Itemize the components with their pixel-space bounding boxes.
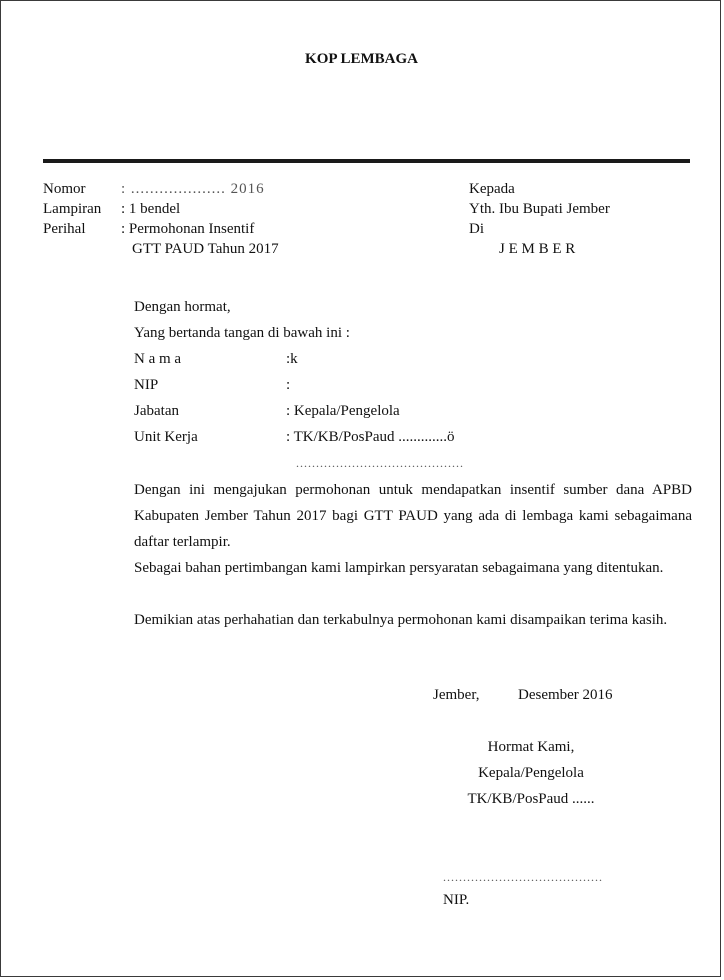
letterhead-rule: [43, 159, 690, 163]
paragraph-1: Dengan ini mengajukan permohonan untuk mendapatkan insentif sumber dana APBD Kabupaten Jember Tahun 2017 bagi GTT PAUD yang ada di lembaga kami sebagaimana daftar terlampir.: [134, 482, 692, 550]
perihal-value-1: : Permohonan Insentif: [121, 221, 255, 237]
paragraph-3: Demikian atas perhahatian dan terkabulnya permohonan kami disampaikan terima kasih.: [134, 612, 668, 628]
unit-kerja-extra-dots: ..........................................: [296, 456, 464, 470]
greeting: Dengan hormat,: [134, 299, 231, 315]
closing-position: Kepala/Pengelola: [478, 765, 584, 781]
closing-date: Desember 2016: [518, 687, 613, 703]
nomor-value: : .................... 2016: [121, 181, 265, 197]
letterhead-title: KOP LEMBAGA: [305, 51, 418, 67]
recipient-line-1: Kepada: [469, 181, 515, 197]
field-value-jabatan: : Kepala/Pengelola: [286, 403, 400, 419]
closing-place: Jember,: [433, 687, 480, 703]
field-value-nama: :k: [286, 351, 298, 367]
paragraph-2: Sebagai bahan pertimbangan kami lampirkan persyaratan sebagaimana yang ditentukan.: [134, 560, 664, 576]
lampiran-label: Lampiran: [43, 201, 102, 217]
field-label-jabatan: Jabatan: [134, 403, 179, 419]
intro: Yang bertanda tangan di bawah ini :: [134, 325, 350, 341]
recipient-line-2: Yth. Ibu Bupati Jember: [469, 201, 610, 217]
perihal-label: Perihal: [43, 221, 86, 237]
perihal-value-2: GTT PAUD Tahun 2017: [132, 241, 279, 257]
lampiran-value: : 1 bendel: [121, 201, 181, 217]
recipient-line-3: Di: [469, 221, 484, 237]
closing-nip: NIP.: [443, 892, 470, 908]
field-value-nip: :: [286, 377, 291, 393]
field-label-nama: N a m a: [134, 351, 182, 367]
field-label-unit-kerja: Unit Kerja: [134, 429, 198, 445]
closing-regards: Hormat Kami,: [487, 739, 575, 755]
recipient-line-4: J E M B E R: [499, 241, 576, 257]
signature-dots: ........................................: [443, 870, 603, 884]
field-value-unit-kerja: : TK/KB/PosPaud .............ö: [286, 429, 455, 445]
nomor-label: Nomor: [43, 181, 86, 197]
field-label-nip: NIP: [134, 377, 159, 393]
closing-unit: TK/KB/PosPaud ......: [467, 791, 595, 807]
